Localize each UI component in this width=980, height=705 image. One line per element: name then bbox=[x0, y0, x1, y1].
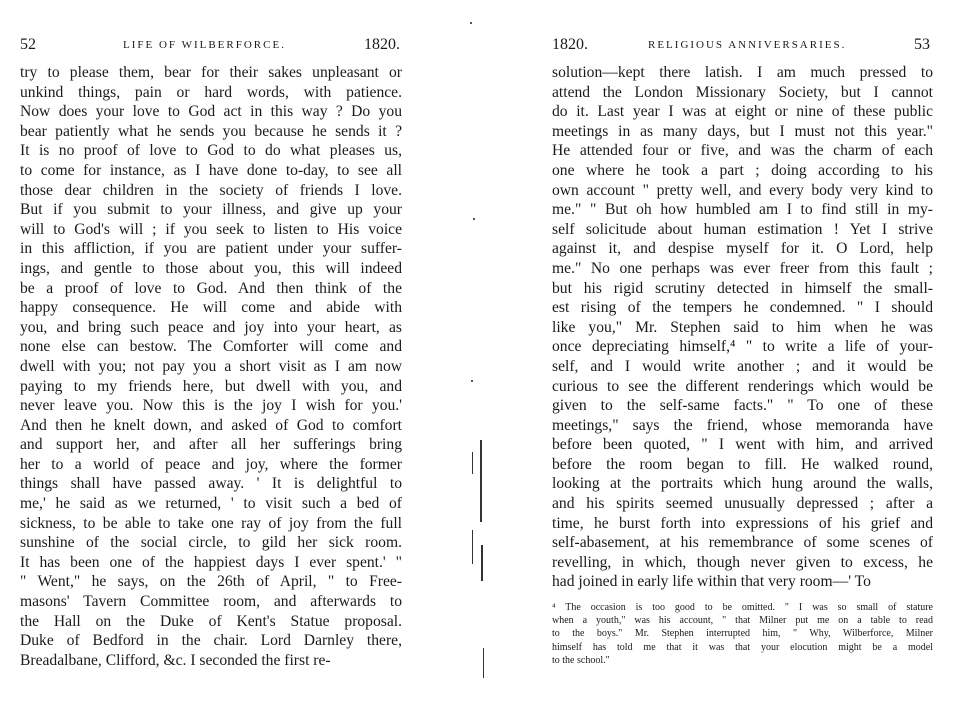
text-line: solution—kept there latish. I am much pressed to bbox=[552, 64, 933, 81]
text-line: against it, and despise myself for it. O Lord, help bbox=[552, 240, 933, 258]
text-line: but his rigid scrutiny detected in himself the small- bbox=[552, 279, 933, 297]
text-line: before been quoted, " I went with him, and arrived bbox=[552, 436, 933, 454]
text-line: and his spirits seemed unusually depressed ; after a bbox=[552, 495, 933, 513]
text-line: curious to see the different renderings which would be bbox=[552, 377, 933, 395]
text-line: before the room began to fill. He walked round, bbox=[552, 455, 933, 473]
text-line: meetings," says the friend, whose memoranda have bbox=[552, 416, 933, 434]
text-line: paying to my friends here, but dwell with you, and bbox=[20, 377, 402, 395]
text-line: revelling, in which, though never given to excess, he bbox=[552, 553, 933, 571]
text-line: the Hall on the Duke of Kent's Statue proposal. bbox=[20, 612, 402, 630]
gutter-speck bbox=[470, 22, 472, 24]
text-line: you, and bring such peace and joy into your heart, as bbox=[20, 318, 402, 336]
running-title: LIFE OF WILBERFORCE. bbox=[123, 39, 286, 51]
right-page bbox=[490, 0, 980, 705]
text-line: attend the London Missionary Society, but I cannot bbox=[552, 83, 933, 101]
footnote-line: when a youth," was his account, " that Milner put me on a table to read bbox=[552, 615, 933, 627]
left-page bbox=[0, 0, 470, 705]
gutter-line bbox=[480, 440, 482, 522]
text-line: But if you submit to your illness, and give up your bbox=[20, 201, 402, 219]
text-line: things shall have passed away. ' It is delightful to bbox=[20, 475, 402, 493]
text-line: bear patiently what he sends you because he sends it ? bbox=[20, 122, 402, 140]
text-line: me." No one perhaps was ever freer from this fault ; bbox=[552, 259, 933, 277]
text-line: It has been one of the happiest days I ever spent.' " bbox=[20, 553, 402, 571]
text-line: time, he burst forth into expressions of his grief and bbox=[552, 514, 933, 532]
page-number: 53 bbox=[914, 36, 930, 53]
text-line: Now does your love to God act in this way ? Do you bbox=[20, 103, 402, 121]
text-line: happy consequence. He will come and abide with bbox=[20, 299, 402, 317]
page-number: 52 bbox=[20, 36, 36, 53]
footnote bbox=[552, 601, 933, 667]
footnote-line: to the school." bbox=[552, 654, 610, 666]
text-line: once depreciating himself,⁴ " to write a life of your- bbox=[552, 338, 933, 356]
text-line: dwell with you; not pay you a short visit as I am now bbox=[20, 357, 402, 375]
text-line: self-abasement, at his remembrance of some scenes of bbox=[552, 534, 933, 552]
text-line: be a proof of love to God. And then think of the bbox=[20, 279, 402, 297]
text-line: own account " pretty well, and every body very kind to bbox=[552, 181, 933, 199]
text-line: self solicitude about human estimation ! Yet I strive bbox=[552, 220, 933, 238]
text-line: and support her, and after all her sufferings bring bbox=[20, 436, 402, 454]
text-line: sickness, to be able to take one ray of joy from the full bbox=[20, 514, 402, 532]
text-line: masons' Tavern Committee room, and afterwards to bbox=[20, 593, 402, 611]
footnote-line: himself has told me that it was that your elocution might be a model bbox=[552, 641, 933, 653]
text-line: unkind things, pain or hard words, with patience. bbox=[20, 83, 402, 101]
gutter-speck bbox=[473, 218, 475, 220]
gutter-line bbox=[472, 452, 473, 474]
gutter-line bbox=[483, 648, 484, 678]
running-title: RELIGIOUS ANNIVERSARIES. bbox=[648, 39, 847, 51]
text-line: looking at the portraits which hung around the walls, bbox=[552, 475, 933, 493]
text-line: her to a world of peace and joy, where the former bbox=[20, 455, 402, 473]
text-line: do it. Last year I was at eight or nine of these public bbox=[552, 103, 933, 121]
text-line: Duke of Bedford in the chair. Lord Darnley there, bbox=[20, 632, 402, 650]
text-line: like you," Mr. Stephen said to him when he was bbox=[552, 318, 933, 336]
text-line: sunshine of the social circle, to gild her sick room. bbox=[20, 534, 402, 552]
text-line: will to God's will ; if you seek to listen to His voice bbox=[20, 220, 402, 238]
text-line: never leave you. Now this is the joy I wish for you.' bbox=[20, 397, 402, 415]
header-year: 1820. bbox=[552, 36, 588, 53]
text-line: Breadalbane, Clifford, &c. I seconded the first re- bbox=[20, 651, 331, 669]
text-line: me,' he said as we returned, ' to visit such a bed of bbox=[20, 495, 402, 513]
text-line: had joined in early life within that very room—' To bbox=[552, 573, 871, 591]
footnote-line: to the boys." Mr. Stephen interrupted him, " Why, Wilberforce, Milner bbox=[552, 628, 933, 640]
gutter-speck bbox=[471, 380, 473, 382]
text-line: me." " But oh how humbled am I to find still in my- bbox=[552, 201, 933, 219]
text-line: to come for instance, as I have done to-day, to see all bbox=[20, 161, 402, 179]
header-year: 1820. bbox=[364, 36, 400, 53]
text-line: est rising of the tempers he condemned. " I should bbox=[552, 299, 933, 317]
text-line: none else can bestow. The Comforter will come and bbox=[20, 338, 402, 356]
gutter-line bbox=[472, 530, 473, 564]
text-line: in this affliction, if you are patient under your suffer- bbox=[20, 240, 402, 258]
gutter-line bbox=[481, 545, 483, 581]
text-line: And then he knelt down, and asked of God to comfort bbox=[20, 416, 402, 434]
page-body-text bbox=[552, 63, 933, 592]
text-line: those dear children in the society of friends I love. bbox=[20, 181, 402, 199]
text-line: He attended four or five, and was the charm of each bbox=[552, 142, 933, 160]
text-line: one where he took a part ; doing according to his bbox=[552, 161, 933, 179]
text-line: ings, and gentle to those about you, this will indeed bbox=[20, 259, 402, 277]
text-line: " Went," he says, on the 26th of April, " to Free- bbox=[20, 573, 402, 591]
footnote-line: ⁴ The occasion is too good to be omitted. " I was so small of stature bbox=[552, 602, 933, 613]
text-line: try to please them, bear for their sakes unpleasant or bbox=[20, 64, 402, 81]
text-line: given to the self-same facts." " To one of these bbox=[552, 397, 933, 415]
text-line: It is no proof of love to God to do what pleases us, bbox=[20, 142, 402, 160]
text-line: self, and I would write another ; and it would be bbox=[552, 357, 933, 375]
page-body-text bbox=[20, 63, 402, 670]
text-line: meetings in as many days, but I must not this year." bbox=[552, 122, 933, 140]
